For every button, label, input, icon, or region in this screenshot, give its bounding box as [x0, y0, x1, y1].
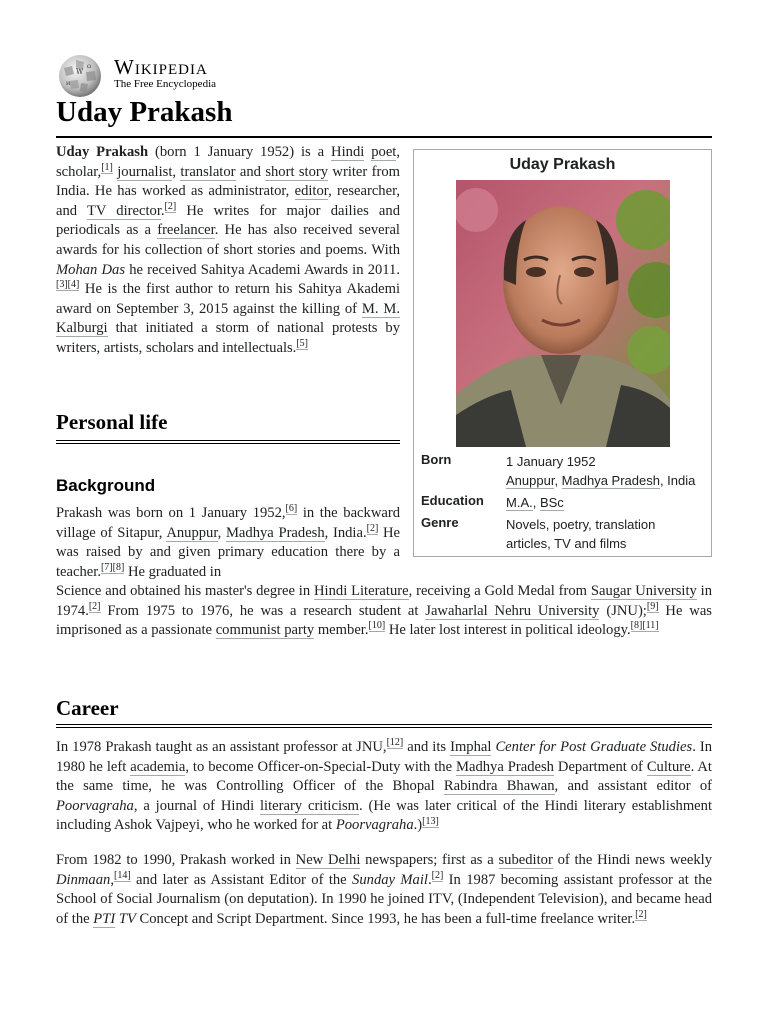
portrait-photo[interactable]	[456, 180, 670, 447]
section-divider	[56, 724, 712, 728]
education-value	[506, 493, 711, 512]
ref-2[interactable]: [2]	[88, 600, 101, 612]
italic-poorvagraha: Poorvagraha	[56, 797, 134, 814]
paragraph-text: Prakash was born on 1 January 1952,	[56, 505, 286, 521]
lead-text: ,	[172, 163, 181, 180]
page-title: Uday Prakash	[56, 96, 233, 128]
title-divider	[56, 136, 712, 138]
link-subeditor[interactable]: subeditor	[498, 852, 553, 868]
link-academia[interactable]: academia	[130, 758, 186, 775]
lead-text: he received Sahitya Academi Awards in 2011.	[125, 261, 401, 278]
link-editor[interactable]: editor	[294, 183, 329, 200]
career-paragraph-2	[56, 851, 712, 929]
ref-8[interactable]: [8]	[630, 620, 643, 632]
link-freelancer[interactable]: freelancer	[157, 222, 215, 239]
lead-text: .	[160, 202, 165, 219]
ref-3[interactable]: [3]	[56, 279, 68, 291]
wikipedia-globe-icon[interactable]	[56, 54, 104, 98]
background-paragraph	[56, 504, 400, 582]
link-kalburgi[interactable]: M. M. Kalburgi	[56, 300, 400, 337]
born-date: 1 January 1952	[506, 454, 596, 469]
ref-11[interactable]: [11]	[642, 620, 659, 632]
lead-text: that initiated a storm of national protests by writers, artists, scholars and intellectuals.	[56, 320, 400, 356]
paragraph-text: He graduated in	[124, 563, 222, 580]
link-journalist[interactable]: journalist	[117, 163, 173, 180]
paragraph-text: member.	[314, 622, 369, 639]
ref-2[interactable]: [2]	[635, 908, 647, 920]
italic-center-name: Center for Post Graduate Studies	[495, 739, 693, 755]
paragraph-text: ,	[110, 871, 114, 888]
paragraph-text: He was imprisoned as a passionate	[56, 602, 712, 639]
link-imphal[interactable]: Imphal	[450, 739, 492, 755]
ref-2[interactable]: [2]	[366, 522, 379, 534]
link-madhya-pradesh[interactable]: Madhya Pradesh	[456, 758, 554, 775]
ref-10[interactable]: [10]	[368, 620, 386, 632]
link-ma[interactable]: M.A.	[506, 495, 533, 510]
paragraph-text: , receiving a Gold Medal from	[408, 583, 591, 599]
paragraph-text: in 1974.	[56, 583, 713, 619]
wordmark-tagline: The Free Encyclopedia	[114, 78, 217, 90]
lead-text: writer from India. He has worked as administrator,	[56, 163, 400, 200]
paragraph-text: and later as Assistant Editor of the	[130, 871, 353, 888]
link-madhya-pradesh[interactable]: Madhya Pradesh	[561, 473, 660, 488]
link-literary-criticism[interactable]: literary criticism	[259, 797, 360, 814]
separator: ,	[532, 495, 540, 510]
paragraph-text: Science and obtained his master's degree in	[56, 583, 314, 599]
background-paragraph-continued	[56, 582, 712, 641]
paragraph-text: . (He was later critical of the Hindi literary establishment including Ashok Vajpeyi, who he worked for at	[56, 797, 712, 834]
svg-text:И: И	[66, 81, 71, 87]
ref-12[interactable]: [12]	[386, 737, 404, 749]
paragraph-text: . At the same time, he was Controlling Officer of the Bhopal	[56, 758, 712, 795]
career-paragraph-1	[56, 738, 712, 836]
genre-value	[506, 515, 711, 553]
italic-mohan-das: Mohan Das	[56, 261, 126, 278]
paragraph-text: .)	[413, 817, 423, 834]
paragraph-text: He later lost interest in political ideology.	[385, 622, 631, 639]
svg-text:Ω: Ω	[87, 64, 92, 70]
lead-text: and	[235, 163, 266, 180]
paragraph-text: Department of	[553, 758, 647, 775]
ref-6[interactable]: [6]	[285, 503, 298, 515]
paragraph-text: in the backward village of Sitapur,	[56, 505, 400, 541]
ref-2[interactable]: [2]	[164, 200, 177, 212]
infobox	[413, 149, 712, 557]
link-anuppur[interactable]: Anuppur	[506, 473, 555, 488]
link-bsc[interactable]: BSc	[539, 495, 564, 510]
paragraph-text: .	[427, 871, 432, 888]
genre-line: articles, TV and films	[506, 536, 627, 551]
career-paragraph	[56, 851, 712, 929]
ref-5[interactable]: [5]	[296, 338, 308, 350]
lead-text: . He has also received several awards for his collection of short stories and poems. With	[56, 222, 400, 258]
paragraph-text: , a journal of Hindi	[133, 797, 260, 814]
paragraph-text: Concept and Script Department. Since 1993, he has been a full-time freelance writer.	[135, 910, 636, 927]
ref-14[interactable]: [14]	[113, 869, 131, 881]
paragraph-text: , India.	[324, 524, 367, 541]
link-hindi[interactable]: Hindi	[331, 144, 365, 160]
link-pti[interactable]: PTI	[93, 910, 116, 927]
born-label: Born	[421, 452, 452, 467]
lead-text: (born 1 January 1952) is a	[148, 144, 332, 160]
italic-tv: TV	[118, 910, 136, 927]
link-saugar-university[interactable]: Saugar University	[590, 583, 697, 599]
paragraph-text: . In 1980 he left	[56, 739, 712, 775]
paragraph-text: , to become Officer-on-Special-Duty with the	[185, 758, 456, 775]
lead-text: , scholar,	[56, 144, 401, 180]
paragraph-text: (JNU);	[599, 602, 647, 619]
lead-text: He writes for major dailies and periodicals as a	[56, 202, 401, 239]
paragraph-text: , and assistant editor of	[554, 778, 712, 795]
subsection-heading-background: Background	[56, 476, 156, 495]
paragraph-text: From 1975 to 1976, he was a research student at	[100, 602, 426, 619]
lead-name: Uday Prakash	[56, 144, 149, 160]
italic-poorvagraha: Poorvagraha	[335, 817, 414, 834]
link-short-story[interactable]: short story	[265, 163, 329, 180]
career-paragraph	[56, 738, 712, 836]
ref-2[interactable]: [2]	[431, 869, 444, 881]
ref-13[interactable]: [13]	[422, 815, 439, 827]
link-communist-party[interactable]: communist party	[215, 622, 315, 639]
background-paragraph-wide	[56, 582, 712, 641]
svg-text:W: W	[76, 68, 84, 76]
paragraph-text: In 1987 becoming assistant professor at the School of Social Journalism (on deputation). In 1990 he joined ITV, (Independent Television), and became head of the	[56, 871, 712, 927]
section-heading-career: Career	[56, 696, 119, 720]
paragraph-text: From 1982 to 1990, Prakash worked in	[56, 852, 296, 868]
paragraph-text: He was raised by and given primary education there by a teacher.	[56, 524, 400, 580]
link-anuppur[interactable]: Anuppur	[166, 524, 218, 541]
born-value	[506, 452, 711, 490]
ref-9[interactable]: [9]	[646, 600, 659, 612]
lead-text: , researcher, and	[56, 183, 400, 219]
link-tv-director[interactable]: TV director	[86, 202, 161, 219]
ref-7[interactable]: [7]	[100, 561, 113, 573]
paragraph-text: In 1978 Prakash taught as an assistant professor at JNU,	[56, 739, 387, 755]
born-country: , India	[659, 473, 696, 488]
paragraph-text: of the Hindi news weekly	[552, 852, 712, 868]
ref-8[interactable]: [8]	[112, 561, 125, 573]
wordmark-text: Wikipedia	[114, 55, 208, 79]
separator: ,	[554, 473, 562, 488]
link-translator[interactable]: translator	[180, 163, 236, 180]
section-divider	[56, 440, 400, 444]
genre-line: Novels, poetry, translation	[506, 517, 656, 532]
born-place	[506, 471, 711, 490]
italic-sunday-mail: Sunday Mail	[352, 871, 428, 888]
italic-dinmaan: Dinmaan	[56, 871, 111, 888]
education-label: Education	[421, 493, 484, 508]
paragraph-text: newspapers; first as a	[360, 852, 499, 868]
ref-1[interactable]: [1]	[101, 161, 113, 173]
link-madhya-pradesh[interactable]: Madhya Pradesh	[225, 524, 325, 541]
section-heading-personal-life: Personal life	[56, 410, 168, 434]
lead-paragraph	[56, 143, 400, 359]
link-rabindra-bhawan[interactable]: Rabindra Bhawan	[443, 778, 555, 795]
genre-label: Genre	[421, 515, 459, 530]
paragraph-text: ,	[217, 524, 226, 541]
link-jnu[interactable]: Jawaharlal Nehru University	[425, 602, 600, 619]
background-paragraph-narrow	[56, 504, 400, 582]
link-poet[interactable]: poet	[371, 144, 397, 160]
ref-4[interactable]: [4]	[67, 279, 80, 291]
paragraph-text: and its	[403, 739, 451, 755]
link-hindi-literature[interactable]: Hindi Literature	[314, 583, 409, 599]
link-new-delhi[interactable]: New Delhi	[295, 852, 361, 868]
wikipedia-wordmark[interactable]	[114, 56, 216, 91]
infobox-title: Uday Prakash	[509, 156, 616, 173]
link-culture[interactable]: Culture	[646, 758, 691, 775]
lead-text: He is the first author to return his Sahitya Akademi award on September 3, 2015 against the killing of	[56, 281, 400, 317]
